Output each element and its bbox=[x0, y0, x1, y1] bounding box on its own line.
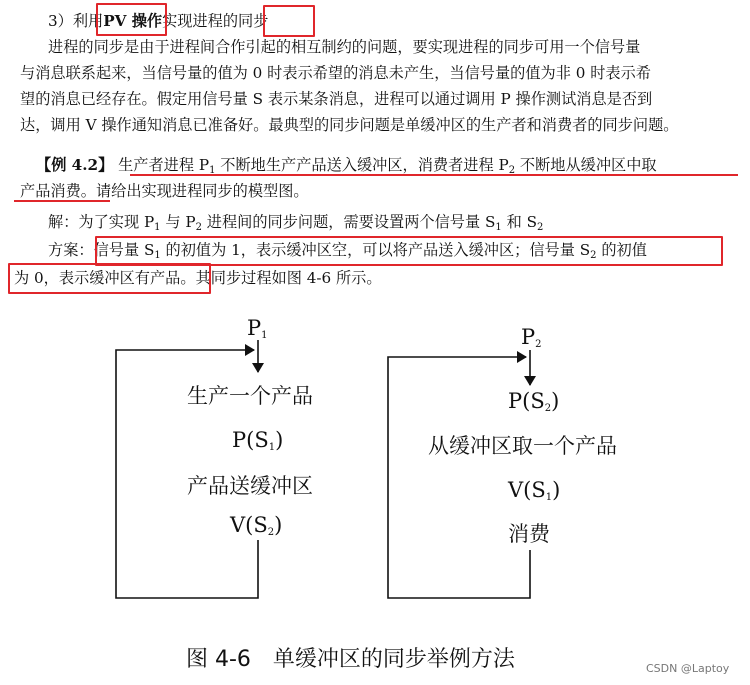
section-title-prefix: 利用 bbox=[72, 12, 104, 30]
right-step-2: 从缓冲区取一个产品 bbox=[428, 434, 617, 458]
example-rest: 。请给出实现进程同步的模型图。 bbox=[80, 182, 309, 200]
intro-line-4: 达，调用 V 操作通知消息已准备好。最典型的同步问题是单缓冲区的生产者和消费者的同步问题。 bbox=[20, 116, 679, 134]
left-step-4: $V(S_2)$ bbox=[230, 513, 283, 538]
example-text: 生产者进程 $P_1$ 不断地生产产品送入缓冲区，消费者进程 $P_2$ 不断地从缓冲区中取 bbox=[118, 156, 657, 176]
section-number: 3） bbox=[48, 12, 73, 30]
left-step-1: 生产一个产品 bbox=[187, 384, 313, 408]
solution-line: 解：为了实现 $P_1$ 与 $P_2$ 进程间的同步问题，需要设置两个信号量 $S_1$ 和 $S_2$ bbox=[48, 213, 544, 233]
left-step-3: 产品送缓冲区 bbox=[187, 474, 313, 498]
section-title-mid: 实现进程的 bbox=[162, 12, 239, 30]
intro-line-1: 进程的同步是由于进程间合作引起的相互制约的问题，要实现进程的同步可用一个信号量 bbox=[48, 38, 641, 56]
right-step-1: $P(S_2)$ bbox=[508, 389, 560, 414]
intro-line-2: 与消息联系起来，当信号量的值为 0 时表示希望的消息未产生，当信号量的值为非 0 时表示希 bbox=[20, 64, 651, 82]
process-p2-label: $P_2$ bbox=[521, 325, 542, 350]
left-flow-lines bbox=[116, 340, 258, 598]
intro-line-3: 望的消息已经存在。假定用信号量 S 表示某条消息，进程可以通过调用 P 操作测试消息是否到 bbox=[20, 90, 653, 108]
example-highlight: 产品消费 bbox=[20, 182, 81, 200]
right-step-3: $V(S_1)$ bbox=[508, 478, 561, 503]
plan-text-1: 信号量 $S_1$ 的初值为 1，表示缓冲区空，可以将产品送入缓冲区；信号量 $S_2$ 的初值 bbox=[93, 241, 647, 261]
plan-rest: 。其同步过程如图 4-6 所示。 bbox=[180, 269, 382, 287]
plan-label: 方案： bbox=[48, 241, 94, 259]
right-flow-lines bbox=[388, 350, 530, 598]
left-step-2: $P(S_1)$ bbox=[232, 428, 284, 453]
figure-caption: 图 4-6 单缓冲区的同步举例方法 bbox=[186, 647, 515, 672]
right-step-4: 消费 bbox=[508, 522, 550, 546]
process-p1-label: $P_1$ bbox=[247, 316, 268, 341]
watermark: CSDN @Laptoy bbox=[646, 662, 730, 675]
plan-highlight: 为 0，表示缓冲区有产品 bbox=[14, 269, 181, 287]
example-tag: 【例 4.2】 bbox=[36, 156, 114, 174]
section-title-pv: PV 操作 bbox=[103, 12, 163, 30]
section-title-sync: 同步 bbox=[238, 12, 269, 30]
